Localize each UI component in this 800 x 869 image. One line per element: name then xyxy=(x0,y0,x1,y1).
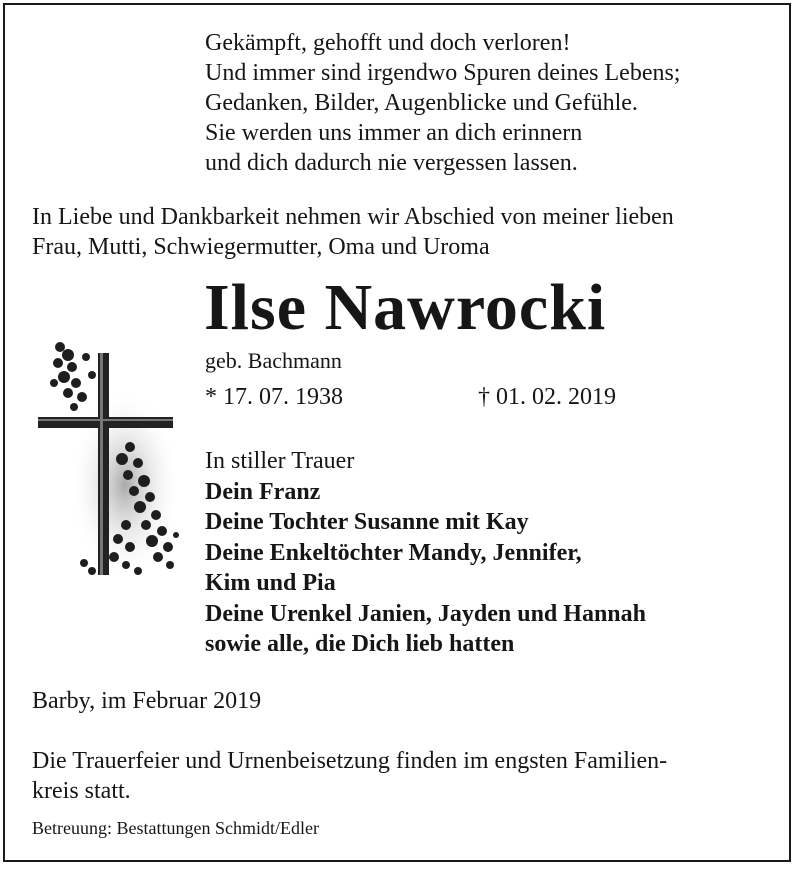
birth-date: * 17. 07. 1938 xyxy=(205,384,343,410)
poem-line: und dich dadurch nie vergessen lassen. xyxy=(205,150,578,176)
mourners-heading: In stiller Trauer xyxy=(205,448,355,474)
mourner-line: Deine Enkeltöchter Mandy, Jennifer, xyxy=(205,539,582,566)
mourners-list xyxy=(205,446,646,660)
poem-line: Gedanken, Bilder, Augenblicke und Gefühle. xyxy=(205,90,638,116)
mourner-line: sowie alle, die Dich lieb hatten xyxy=(205,631,515,657)
poem xyxy=(205,28,680,178)
place-date: Barby, im Februar 2019 xyxy=(32,688,262,714)
death-date: † 01. 02. 2019 xyxy=(478,384,616,410)
notice-line: Die Trauerfeier und Urnenbeisetzung finden im engsten Familien- xyxy=(32,748,668,774)
intro-text xyxy=(32,202,674,262)
maiden-name: geb. Bachmann xyxy=(205,348,342,373)
mourner-line: Deine Tochter Susanne mit Kay xyxy=(205,509,529,535)
cross-with-ivy-icon xyxy=(30,335,185,590)
poem-line: Sie werden uns immer an dich erinnern xyxy=(205,120,583,146)
deceased-name: Ilse Nawrocki xyxy=(204,271,607,344)
mourner-line: Deine Urenkel Janien, Jayden und Hannah xyxy=(205,600,646,627)
poem-line: Und immer sind irgendwo Spuren deines Lebens; xyxy=(205,60,681,86)
mourner-line: Kim und Pia xyxy=(205,570,336,596)
intro-line: Frau, Mutti, Schwiegermutter, Oma und Uroma xyxy=(32,234,490,260)
funeral-home: Betreuung: Bestattungen Schmidt/Edler xyxy=(32,818,319,838)
poem-line: Gekämpft, gehofft und doch verloren! xyxy=(205,30,571,56)
mourner-line: Dein Franz xyxy=(205,478,321,505)
funeral-notice xyxy=(32,746,667,806)
intro-line: In Liebe und Dankbarkeit nehmen wir Abschied von meiner lieben xyxy=(32,204,674,230)
notice-line: kreis statt. xyxy=(32,778,131,804)
